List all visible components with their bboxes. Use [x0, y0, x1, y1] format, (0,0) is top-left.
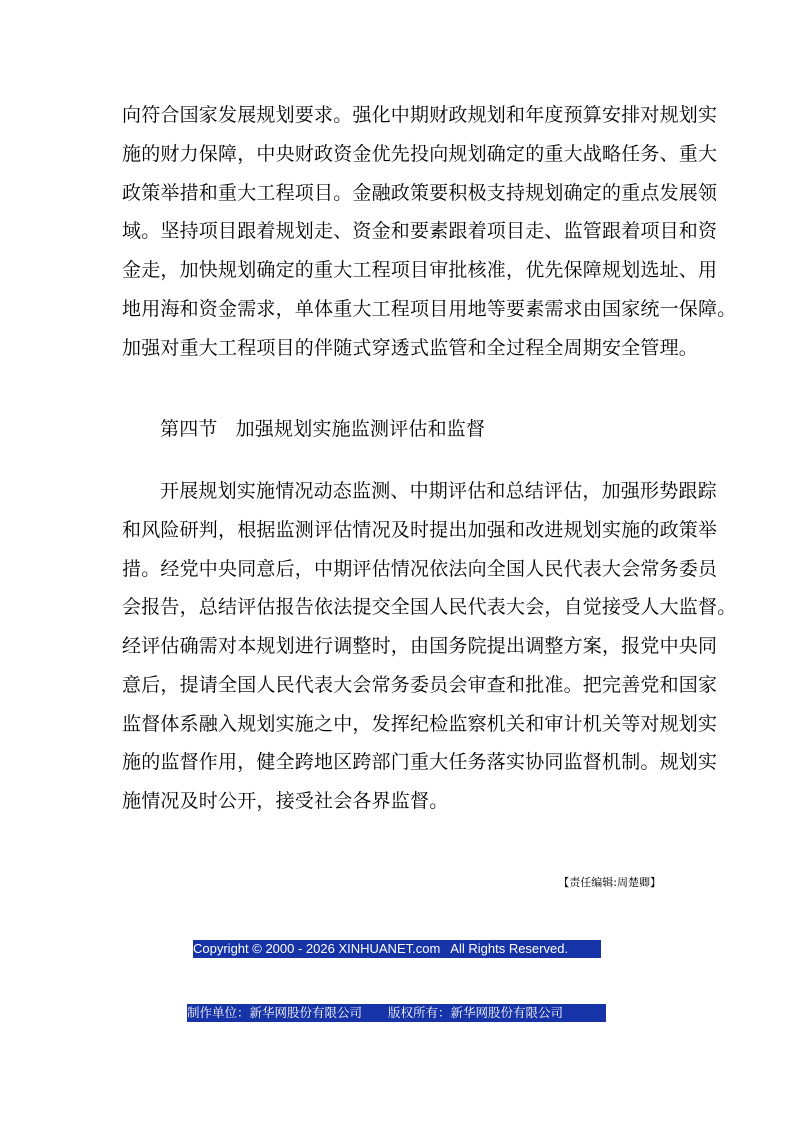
text-line: 经评估确需对本规划进行调整时，由国务院提出调整方案，报党中央同: [122, 635, 718, 657]
text-line: 和风险研判，根据监测评估情况及时提出加强和改进规划实施的政策举: [122, 518, 718, 541]
copyright-bar: [193, 940, 601, 958]
text-line: 开展规划实施情况动态监测、中期评估和总结评估，加强形势跟踪: [160, 480, 717, 502]
owner-text: 版权所有：新华网股份有限公司: [388, 1005, 564, 1020]
text-line: 监督体系融入规划实施之中，发挥纪检监察机关和审计机关等对规划实: [122, 712, 718, 735]
organization-bar: [187, 1004, 606, 1022]
text-line: 加强对重大工程项目的伴随式穿透式监管和全过程全周期安全管理。: [122, 336, 699, 359]
section-title: 加强规划实施监测评估和监督: [235, 418, 486, 440]
section-heading: [160, 420, 485, 439]
body-paragraph-1: [122, 104, 737, 377]
text-line: 施的财力保障，中央财政资金优先投向规划确定的重大战略任务、重大: [122, 142, 718, 165]
rights-text: All Rights Reserved.: [450, 941, 569, 956]
text-line: 意后，提请全国人民代表大会常务委员会审查和批准。把完善党和国家: [122, 673, 718, 696]
text-line: 会报告，总结评估报告依法提交全国人民代表大会，自觉接受人大监督。: [122, 596, 737, 619]
body-paragraph-2: [122, 480, 737, 831]
text-line: 向符合国家发展规划要求。强化中期财政规划和年度预算安排对规划实: [122, 104, 718, 126]
text-line: 施的监督作用，健全跨地区跨部门重大任务落实协同监督机制。规划实: [122, 751, 718, 774]
text-line: 地用海和资金需求，单体重大工程项目用地等要素需求由国家统一保障。: [122, 297, 737, 320]
text-line: 域。坚持项目跟着规划走、资金和要素跟着项目走、监管跟着项目和资: [122, 220, 718, 243]
text-line: 金走，加快规划确定的重大工程项目审批核准，优先保障规划选址、用: [122, 259, 718, 281]
section-number: 第四节: [160, 418, 218, 440]
text-line: 政策举措和重大工程项目。金融政策要积极支持规划确定的重点发展领: [122, 181, 718, 204]
editor-credit: 【责任编辑:周楚卿】: [558, 876, 661, 889]
copyright-text: Copyright © 2000 - 2026 XINHUANET.com: [193, 941, 441, 956]
text-line: 施情况及时公开，接受社会各界监督。: [122, 790, 449, 812]
producer-text: 制作单位：新华网股份有限公司: [187, 1005, 363, 1020]
text-line: 措。经党中央同意后，中期评估情况依法向全国人民代表大会常务委员: [122, 557, 718, 580]
